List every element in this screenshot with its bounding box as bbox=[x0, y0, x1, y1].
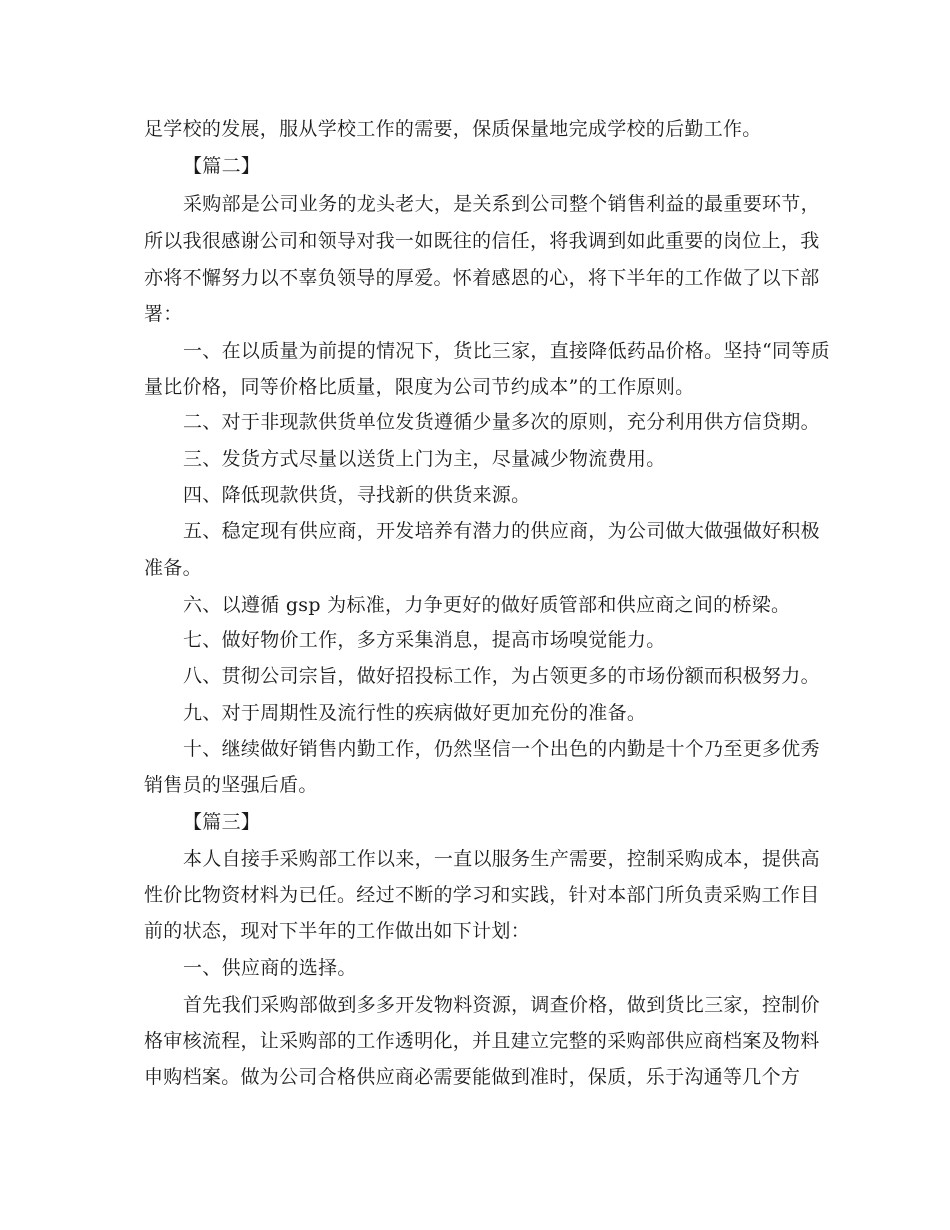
list-item: 八、贯彻公司宗旨，做好招投标工作，为占领更多的市场份额而积极努力。 bbox=[183, 665, 820, 687]
text-line: 采购部是公司业务的龙头老大，是关系到公司整个销售利益的最重要环节， bbox=[183, 193, 820, 215]
list-item: 二、对于非现款供货单位发货遵循少量多次的原则，充分利用供方信贷期。 bbox=[183, 411, 820, 433]
list-item: 一、在以质量为前提的情况下，货比三家，直接降低药品价格。坚持“同等质 bbox=[183, 340, 830, 362]
text-line: 申购档案。做为公司合格供应商必需要能做到准时，保质，乐于沟通等几个方 bbox=[144, 1066, 801, 1088]
text-line: 足学校的发展，服从学校工作的需要，保质保量地完成学校的后勤工作。 bbox=[144, 118, 762, 140]
text-line: 格审核流程，让采购部的工作透明化，并且建立完整的采购部供应商档案及物料 bbox=[144, 1030, 820, 1052]
text-line: 亦将不懈努力以不辜负领导的厚爱。怀着感恩的心，将下半年的工作做了以下部 bbox=[144, 267, 820, 289]
list-item: 九、对于周期性及流行性的疾病做好更加充份的准备。 bbox=[183, 702, 647, 724]
list-item: 四、降低现款供货，寻找新的供货来源。 bbox=[183, 484, 531, 506]
text-line: 署： bbox=[144, 303, 183, 325]
text-line: 准备。 bbox=[144, 557, 202, 579]
section-heading: 【篇二】 bbox=[183, 155, 261, 177]
list-item: 七、做好物价工作，多方采集消息，提高市场嗅觉能力。 bbox=[183, 629, 666, 651]
text-line: 量比价格，同等价格比质量，限度为公司节约成本”的工作原则。 bbox=[144, 376, 695, 398]
list-item: 六、以遵循 gsp 为标准，力争更好的做好质管部和供应商之间的桥梁。 bbox=[183, 594, 791, 616]
text-line: 前的状态，现对下半年的工作做出如下计划： bbox=[144, 920, 531, 942]
text-line: 本人自接手采购部工作以来，一直以服务生产需要，控制采购成本，提供高 bbox=[183, 848, 820, 870]
list-item: 一、供应商的选择。 bbox=[183, 957, 357, 979]
list-item: 十、继续做好销售内勤工作，仍然坚信一个出色的内勤是十个乃至更多优秀 bbox=[183, 738, 820, 760]
text-line: 首先我们采购部做到多多开发物料资源，调查价格，做到货比三家，控制价 bbox=[183, 994, 820, 1016]
text-line: 性价比物资材料为已任。经过不断的学习和实践，针对本部门所负责采购工作目 bbox=[144, 884, 820, 906]
list-item: 三、发货方式尽量以送货上门为主，尽量减少物流费用。 bbox=[183, 448, 666, 470]
text-line: 销售员的坚强后盾。 bbox=[144, 774, 318, 796]
list-item: 五、稳定现有供应商，开发培养有潜力的供应商，为公司做大做强做好积极 bbox=[183, 520, 820, 542]
section-heading: 【篇三】 bbox=[183, 811, 261, 833]
text-line: 所以我很感谢公司和领导对我一如既往的信任，将我调到如此重要的岗位上，我 bbox=[144, 230, 820, 252]
